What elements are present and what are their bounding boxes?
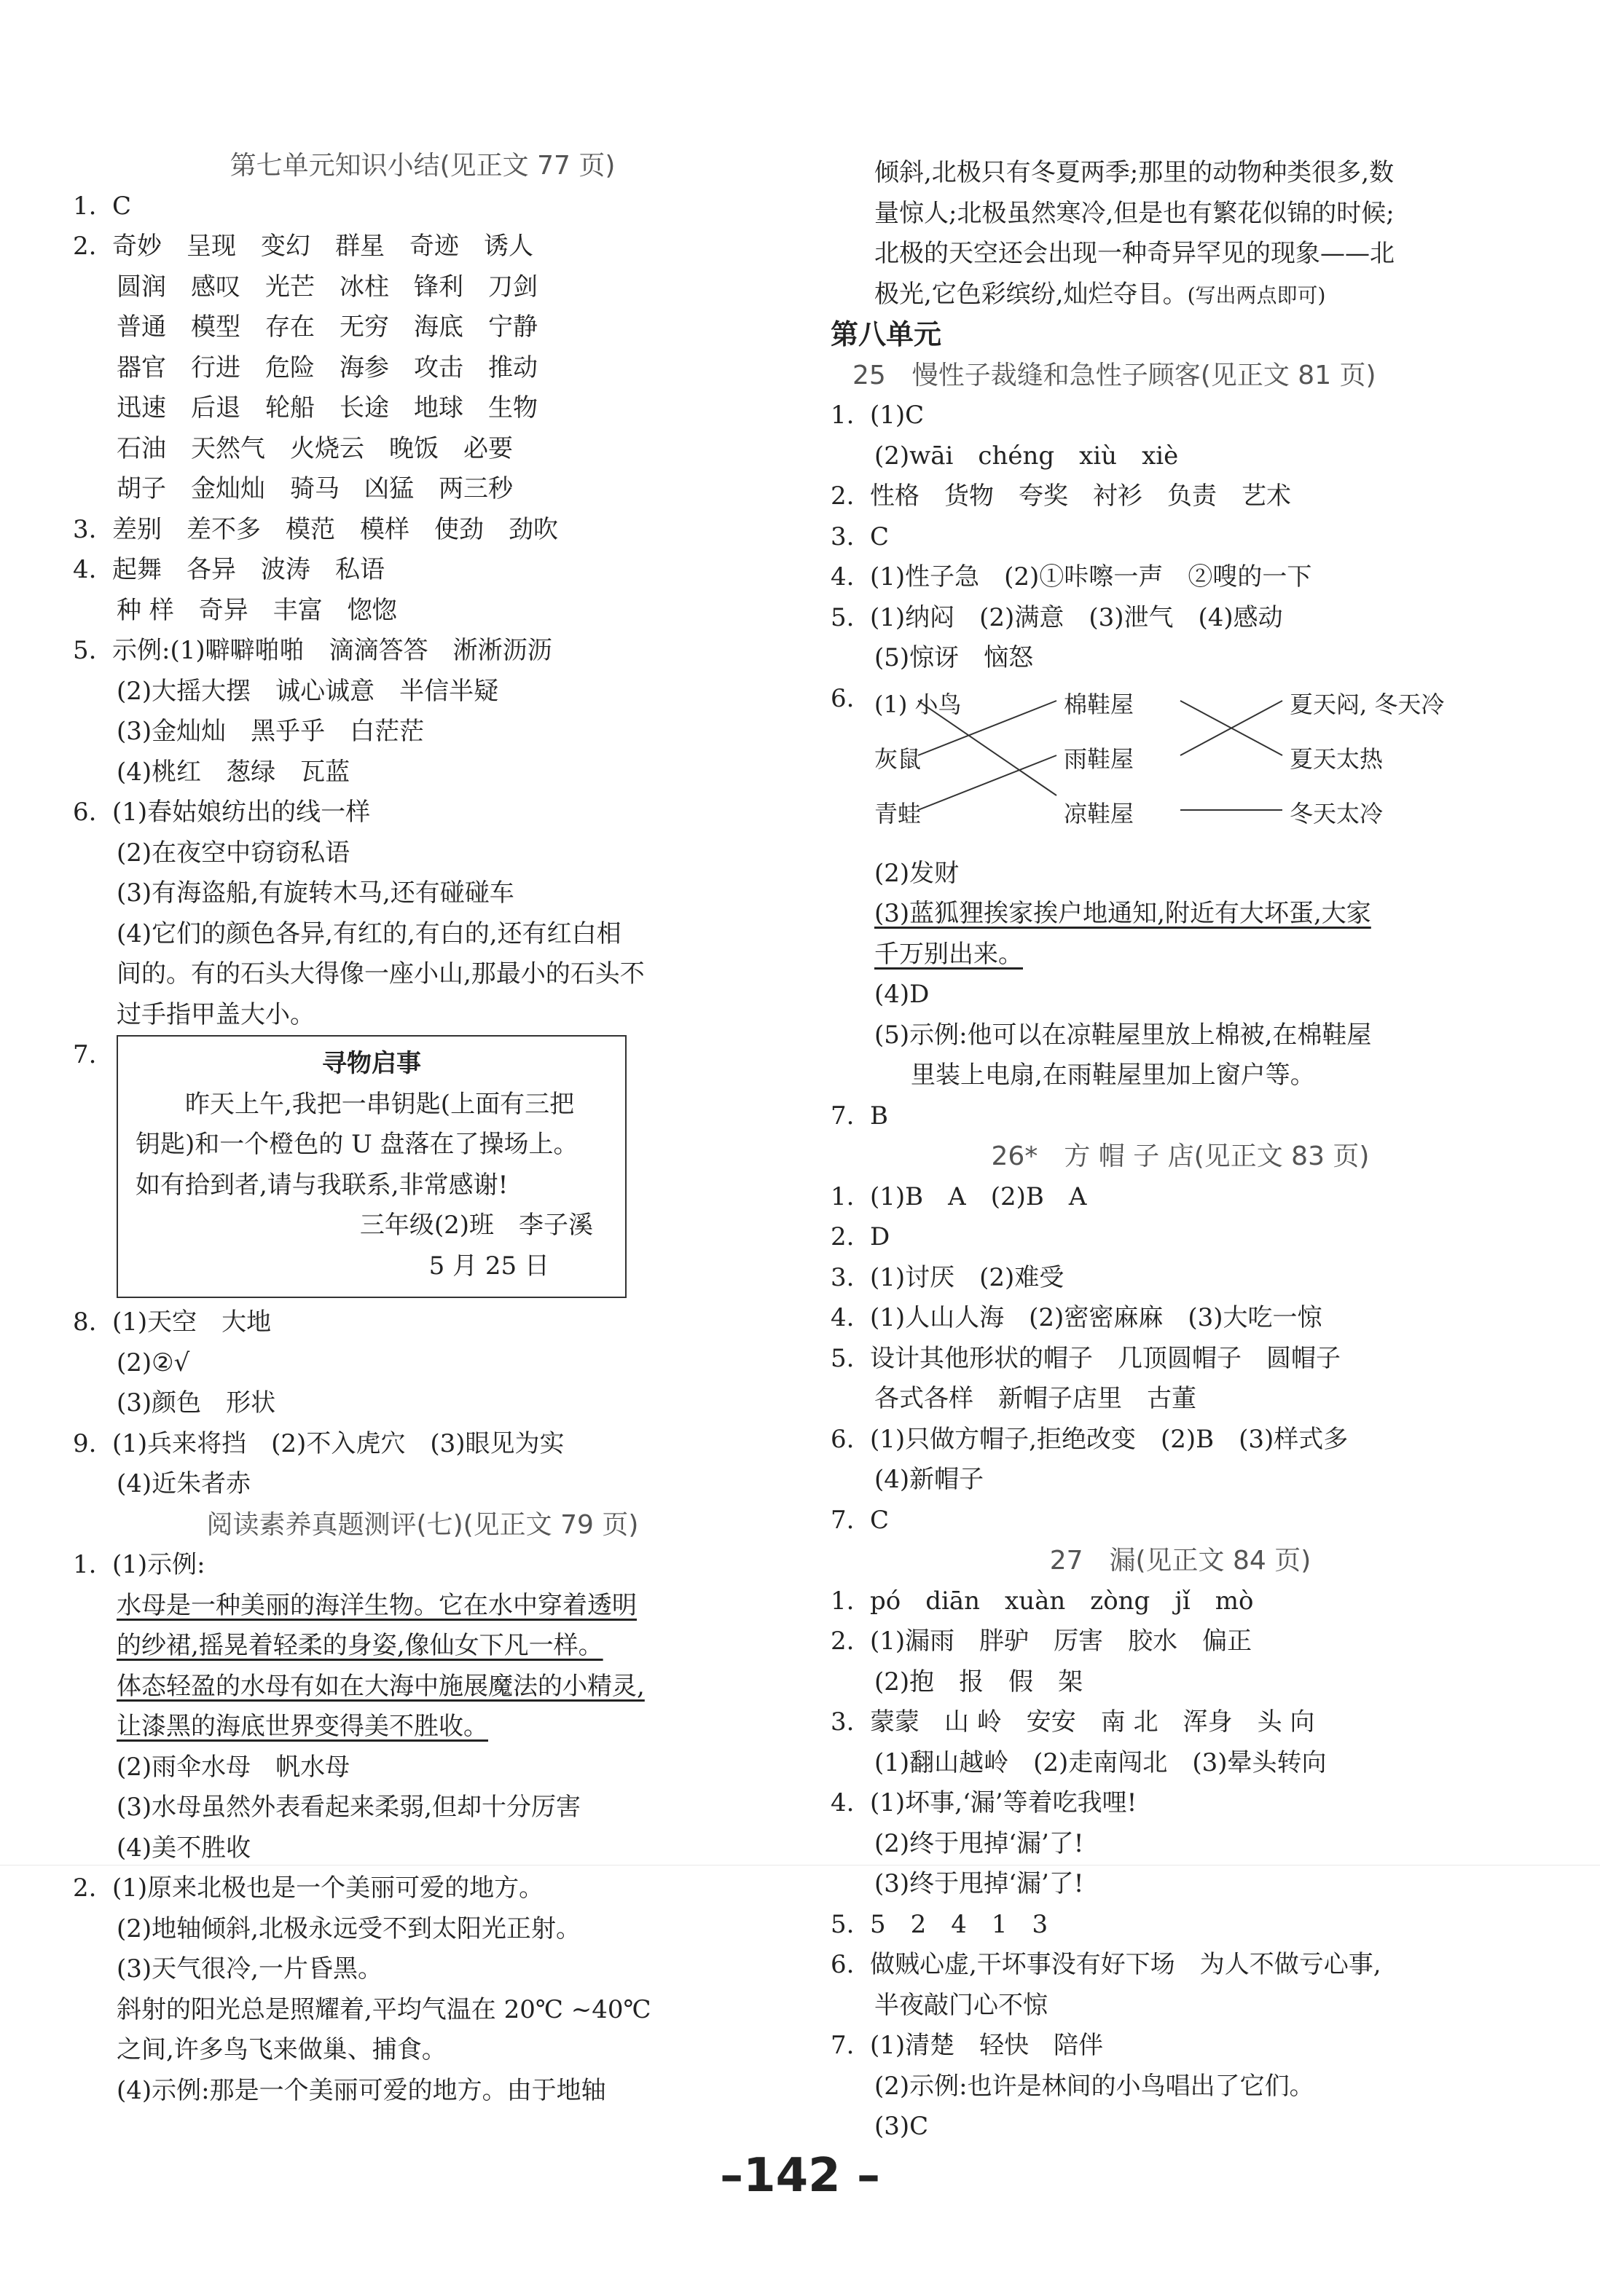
l27-answer-1: 1. pó diān xuàn zòng jǐ mò [831, 1586, 1254, 1616]
l25-answer-6-underlined: 千万别出来。 [874, 939, 1023, 969]
l26-answer-6-line: (4)新帽子 [874, 1465, 984, 1494]
l27-answer-7: 7. (1)清楚 轻快 陪伴 [831, 2031, 1104, 2060]
answer-2-line: 普通 模型 存在 无穷 海底 宁静 [117, 312, 538, 342]
l26-answer-2: 2. D [831, 1222, 890, 1251]
answer-6-line: 过手指甲盖大小。 [117, 999, 315, 1029]
match-animal: 灰鼠 [874, 744, 922, 773]
l27-answer-3: 3. 蒙蒙 山 岭 安安 南 北 浑身 头 向 [831, 1707, 1315, 1737]
answer-2: 2. 奇妙 呈现 变幻 群星 奇迹 诱人 [73, 232, 533, 261]
reading-answer-1-underlined: 水母是一种美丽的海洋生物。它在水中穿着透明 [117, 1590, 637, 1620]
reading-answer-2-line: 斜射的阳光总是照耀着,平均气温在 20℃ ~40℃ [117, 1994, 651, 2024]
lesson-25-title: 25 慢性子裁缝和急性子顾客(见正文 81 页) [852, 360, 1376, 390]
answer-1: 1. C [73, 191, 132, 221]
l26-answer-7: 7. C [831, 1505, 890, 1535]
answer-6-line: 间的。有的石头大得像一座小山,那最小的石头不 [117, 959, 645, 988]
l26-answer-5: 5. 设计其他形状的帽子 几顶圆帽子 圆帽子 [831, 1343, 1341, 1373]
reading-answer-1-line: (4)美不胜收 [117, 1833, 251, 1863]
l25-answer-5-line: (5)惊讶 恼怒 [874, 643, 1034, 672]
l27-answer-7-line: (2)示例:也许是林间的小鸟唱出了它们。 [874, 2071, 1314, 2101]
l26-answer-1: 1. (1)B A (2)B A [831, 1182, 1087, 1211]
l27-answer-2: 2. (1)漏雨 胖驴 厉害 胶水 偏正 [831, 1627, 1252, 1656]
answer-8-line: (2)②√ [117, 1348, 190, 1377]
answer-3: 3. 差别 差不多 模范 模样 使劲 劲吹 [73, 514, 558, 544]
answer-6-line: (4)它们的颜色各异,有红的,有白的,还有红白相 [117, 919, 621, 948]
match-weather: 夏天太热 [1290, 744, 1384, 773]
notice-body-line: 昨天上午,我把一串钥匙(上面有三把 [136, 1089, 575, 1119]
l27-answer-7-line: (3)C [874, 2112, 929, 2141]
answer-6-line: (2)在夜空中窃窃私语 [117, 838, 350, 868]
matching-diagram [874, 679, 1530, 854]
answer-4: 4. 起舞 各异 波涛 私语 [73, 555, 385, 584]
notice-signer: 三年级(2)班 李子溪 [359, 1211, 593, 1240]
answer-2-line: 迅速 后退 轮船 长途 地球 生物 [117, 393, 538, 422]
l25-answer-5: 5. (1)纳闷 (2)满意 (3)泄气 (4)感动 [831, 602, 1283, 632]
answer-5-line: (4)桃红 葱绿 瓦蓝 [117, 757, 350, 787]
reading-answer-1: 1. (1)示例: [73, 1550, 205, 1579]
match-line [918, 755, 1056, 810]
lesson-27-title: 27 漏(见正文 84 页) [1049, 1546, 1311, 1576]
answer-6: 6. (1)春姑娘纺出的线一样 [73, 798, 371, 827]
l25-answer-6-line: (2)发财 [874, 858, 960, 888]
answer-7: 7. 寻物启事 昨天上午,我把一串钥匙(上面有三把 钥匙)和一个橙色的 U 盘落在了操场上。 如有拾到者,请与我联系,非常感谢! 三年级(2)班 李子溪 5 月 25 日 [73, 1035, 772, 1298]
lost-item-notice [117, 1035, 627, 1298]
continued-line: 极光,它色彩缤纷,灿烂夺目。(写出两点即可) [874, 279, 1326, 309]
lesson-26-title: 26* 方 帽 子 店(见正文 83 页) [991, 1141, 1370, 1171]
l27-answer-6-line: 半夜敲门心不惊 [874, 1990, 1048, 2020]
l25-answer-6-line: (5)示例:他可以在凉鞋屋里放上棉被,在棉鞋屋 [874, 1020, 1372, 1050]
l25-answer-6: 6. (1) 小鸟 灰鼠 青蛙 棉鞋屋 雨鞋屋 凉鞋屋 夏天闷, 冬天冷 夏天太热 冬天太冷 [831, 679, 1530, 854]
match-weather: 夏天闷, 冬天冷 [1290, 690, 1445, 718]
right-column [831, 153, 1530, 2147]
answer-2-line: 胡子 金灿灿 骑马 凶猛 两三秒 [117, 474, 513, 503]
l25-answer-6-underlined: (3)蓝狐狸挨家挨户地通知,附近有大坏蛋,大家 [874, 899, 1371, 928]
l25-answer-1: 1. (1)C [831, 401, 925, 430]
l27-answer-5: 5. 5 2 4 1 3 [831, 1909, 1048, 1939]
match-house: 凉鞋屋 [1064, 799, 1134, 827]
l27-answer-3-line: (1)翻山越岭 (2)走南闯北 (3)晕头转向 [874, 1747, 1327, 1777]
answer-5-line: (2)大摇大摆 诚心诚意 半信半疑 [117, 676, 499, 706]
reading-answer-1-underlined: 的纱裙,摇晃着轻柔的身姿,像仙女下凡一样。 [117, 1631, 603, 1660]
answer-2-line: 石油 天然气 火烧云 晚饭 必要 [117, 433, 513, 463]
answer-6-line: (3)有海盗船,有旋转木马,还有碰碰车 [117, 878, 514, 908]
answer-2-line: 器官 行进 危险 海参 攻击 推动 [117, 353, 538, 382]
l27-answer-4: 4. (1)坏事,‘漏’等着吃我哩! [831, 1788, 1137, 1817]
l25-answer-7: 7. B [831, 1101, 888, 1131]
notice-date: 5 月 25 日 [428, 1251, 549, 1281]
answer-8: 8. (1)天空 大地 [73, 1308, 272, 1337]
l26-answer-6: 6. (1)只做方帽子,拒绝改变 (2)B (3)样式多 [831, 1424, 1349, 1454]
l26-answer-3: 3. (1)讨厌 (2)难受 [831, 1262, 1064, 1292]
section-title-reading-test: 阅读素养真题测评(七)(见正文 79 页) [206, 1509, 639, 1540]
l27-answer-6: 6. 做贼心虚,干坏事没有好下场 为人不做亏心事, [831, 1950, 1381, 1979]
l25-answer-6-line: 里装上电扇,在雨鞋屋里加上窗户等。 [911, 1061, 1315, 1090]
answer-2-line: 圆润 感叹 光芒 冰柱 锋利 刀剑 [117, 272, 538, 302]
answer-5: 5. 示例:(1)噼噼啪啪 滴滴答答 淅淅沥沥 [73, 636, 552, 665]
left-column [73, 146, 772, 2111]
l26-answer-5-line: 各式各样 新帽子店里 古董 [874, 1384, 1196, 1413]
reading-answer-2: 2. (1)原来北极也是一个美丽可爱的地方。 [73, 1874, 544, 1903]
l27-answer-2-line: (2)抱 报 假 架 [874, 1667, 1083, 1697]
l27-answer-4-line: (3)终于甩掉‘漏’了! [874, 1869, 1084, 1898]
answer-5-line: (3)金灿灿 黑乎乎 白茫茫 [117, 717, 425, 746]
answer-9-line: (4)近朱者赤 [117, 1469, 251, 1498]
l25-answer-6-line: (4)D [874, 980, 930, 1009]
l25-answer-2: 2. 性格 货物 夸奖 衬衫 负责 艺术 [831, 481, 1291, 511]
answer-8-line: (3)颜色 形状 [117, 1388, 276, 1418]
reading-answer-1-line: (3)水母虽然外表看起来柔弱,但却十分厉害 [117, 1793, 581, 1822]
match-animal: (1) 小鸟 [874, 690, 962, 718]
continued-line: 量惊人;北极虽然寒冷,但是也有繁花似锦的时候; [874, 198, 1395, 228]
reading-answer-2-line: (3)天气很冷,一片昏黑。 [117, 1954, 383, 1984]
notice-body-line: 如有拾到者,请与我联系,非常感谢! [136, 1170, 509, 1200]
continued-line: 北极的天空还会出现一种奇异罕见的现象——北 [874, 239, 1395, 268]
reading-answer-2-line: 之间,许多鸟飞来做巢、捕食。 [117, 2035, 447, 2064]
section-title-unit7-summary: 第七单元知识小结(见正文 77 页) [230, 151, 616, 181]
reading-answer-1-line: (2)雨伞水母 帆水母 [117, 1752, 350, 1782]
reading-answer-2-line: (4)示例:那是一个美丽可爱的地方。由于地轴 [117, 2075, 606, 2105]
unit-8-heading: 第八单元 [831, 318, 942, 350]
match-house: 雨鞋屋 [1064, 744, 1134, 773]
page-number: –142 – [720, 2149, 880, 2203]
answer-9: 9. (1)兵来将挡 (2)不入虎穴 (3)眼见为实 [73, 1428, 565, 1458]
match-house: 棉鞋屋 [1064, 690, 1134, 718]
continued-line: 倾斜,北极只有冬夏两季;那里的动物种类很多,数 [874, 158, 1395, 187]
reading-answer-1-underlined: 体态轻盈的水母有如在大海中施展魔法的小精灵, [117, 1671, 645, 1701]
l25-answer-4: 4. (1)性子急 (2)①咔嚓一声 ②嗖的一下 [831, 562, 1312, 591]
match-animal: 青蛙 [874, 799, 922, 827]
reading-answer-1-underlined: 让漆黑的海底世界变得美不胜收。 [117, 1712, 488, 1741]
reading-answer-2-line: (2)地轴倾斜,北极永远受不到太阳光正射。 [117, 1914, 581, 1943]
l25-answer-1-line: (2)wāi chéng xiù xiè [874, 441, 1179, 471]
notice-title: 寻物启事 [322, 1049, 421, 1078]
notice-body-line: 钥匙)和一个橙色的 U 盘落在了操场上。 [136, 1130, 579, 1159]
match-weather: 冬天太冷 [1290, 799, 1384, 827]
answer-4-line: 种 样 奇异 丰富 惚惚 [117, 595, 397, 625]
l25-answer-3: 3. C [831, 522, 890, 551]
l26-answer-4: 4. (1)人山人海 (2)密密麻麻 (3)大吃一惊 [831, 1303, 1322, 1332]
l27-answer-4-line: (2)终于甩掉‘漏’了! [874, 1828, 1084, 1858]
